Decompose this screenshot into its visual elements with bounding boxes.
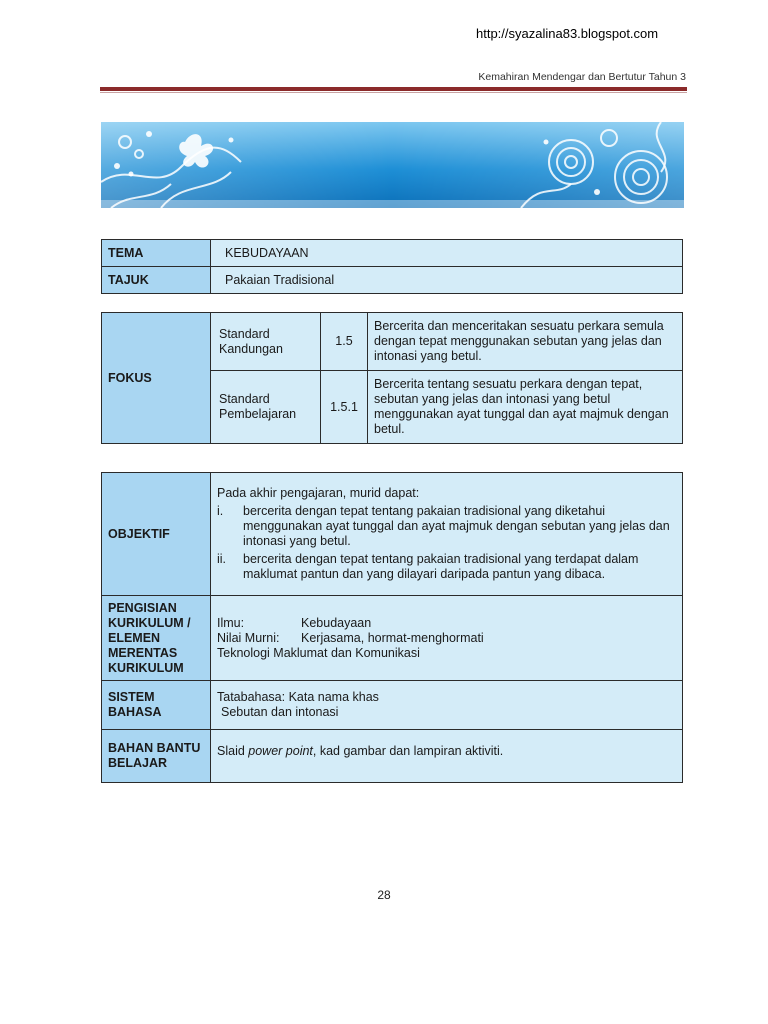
objektif-table [101, 472, 683, 783]
header-rule-thin [100, 92, 687, 93]
tatabahasa-line: Tatabahasa: Kata nama khas [217, 690, 379, 704]
list-item [217, 552, 676, 582]
tema-value: KEBUDAYAAN [211, 240, 683, 267]
pengisian-row [102, 596, 683, 681]
fokus-table [101, 312, 683, 444]
sebutan-line: Sebutan dan intonasi [221, 705, 339, 719]
standard-kandungan-label: Standard Kandungan [211, 313, 321, 371]
sistem-bahasa-row [102, 681, 683, 730]
nilai-line [217, 631, 676, 646]
tema-row [102, 240, 683, 267]
objektif-content [211, 473, 683, 596]
bahan-emphasis: power point [248, 744, 313, 758]
objektif-label: OBJEKTIF [102, 473, 211, 596]
nilai-value: Kerjasama, hormat-menghormati [301, 630, 484, 645]
page-number: 28 [377, 888, 391, 902]
tajuk-label: TAJUK [102, 267, 211, 294]
fokus-row-kandungan [102, 313, 683, 371]
tajuk-value: Pakaian Tradisional [211, 267, 683, 294]
blog-url: http://syazalina83.blogspot.com [476, 26, 659, 41]
bahan-row [102, 730, 683, 783]
standard-pembelajaran-label: Standard Pembelajaran [211, 371, 321, 444]
bahan-label: BAHAN BANTU BELAJAR [102, 730, 211, 783]
list-item-text: bercerita dengan tepat tentang pakaian tradisional yang terdapat dalam maklumat pantun dan yang dilayari daripada pantun yang dibaca. [243, 552, 639, 581]
list-item [217, 504, 676, 549]
objektif-list [217, 504, 676, 582]
ilmu-line [217, 616, 676, 631]
ilmu-value: Kebudayaan [301, 615, 372, 630]
fokus-label: FOKUS [102, 313, 211, 444]
standard-pembelajaran-number: 1.5.1 [321, 371, 368, 444]
pengisian-content [211, 596, 683, 681]
standard-pembelajaran-description: Bercerita tentang sesuatu perkara dengan tepat, sebutan yang jelas dan intonasi yang betul menggunakan ayat tunggal dan ayat majmuk dengan betul. [368, 371, 683, 444]
list-marker: ii. [217, 552, 227, 566]
objektif-intro: Pada akhir pengajaran, murid dapat: [217, 486, 420, 500]
list-item-text: bercerita dengan tepat tentang pakaian tradisional yang diketahui menggunakan ayat tunggal dan ayat majmuk dengan sebutan yang jelas dan intonasi yang betul. [243, 504, 670, 548]
bahan-content [211, 730, 683, 783]
bahan-prefix: Slaid [217, 744, 249, 758]
header-rule [100, 87, 687, 91]
ilmu-key: Ilmu: [217, 615, 245, 630]
tajuk-row [102, 267, 683, 294]
sistem-bahasa-label: SISTEM BAHASA [102, 681, 211, 730]
objektif-row [102, 473, 683, 596]
tema-label: TEMA [102, 240, 211, 267]
decorative-banner [101, 122, 684, 208]
bahan-suffix: , kad gambar dan lampiran aktiviti. [312, 744, 504, 758]
document-header-title: Kemahiran Mendengar dan Bertutur Tahun 3 [478, 71, 686, 83]
tema-tajuk-table [101, 239, 683, 294]
standard-kandungan-description: Bercerita dan menceritakan sesuatu perkara semula dengan tepat menggunakan sebutan yang jelas dan intonasi yang betul. [368, 313, 683, 371]
nilai-key: Nilai Murni: [217, 630, 280, 645]
sistem-bahasa-content [211, 681, 683, 730]
list-marker: i. [217, 504, 224, 518]
teknologi-line: Teknologi Maklumat dan Komunikasi [217, 645, 420, 660]
standard-kandungan-number: 1.5 [321, 313, 368, 371]
pengisian-label: PENGISIAN KURIKULUM / ELEMEN MERENTAS KURIKULUM [102, 596, 211, 681]
